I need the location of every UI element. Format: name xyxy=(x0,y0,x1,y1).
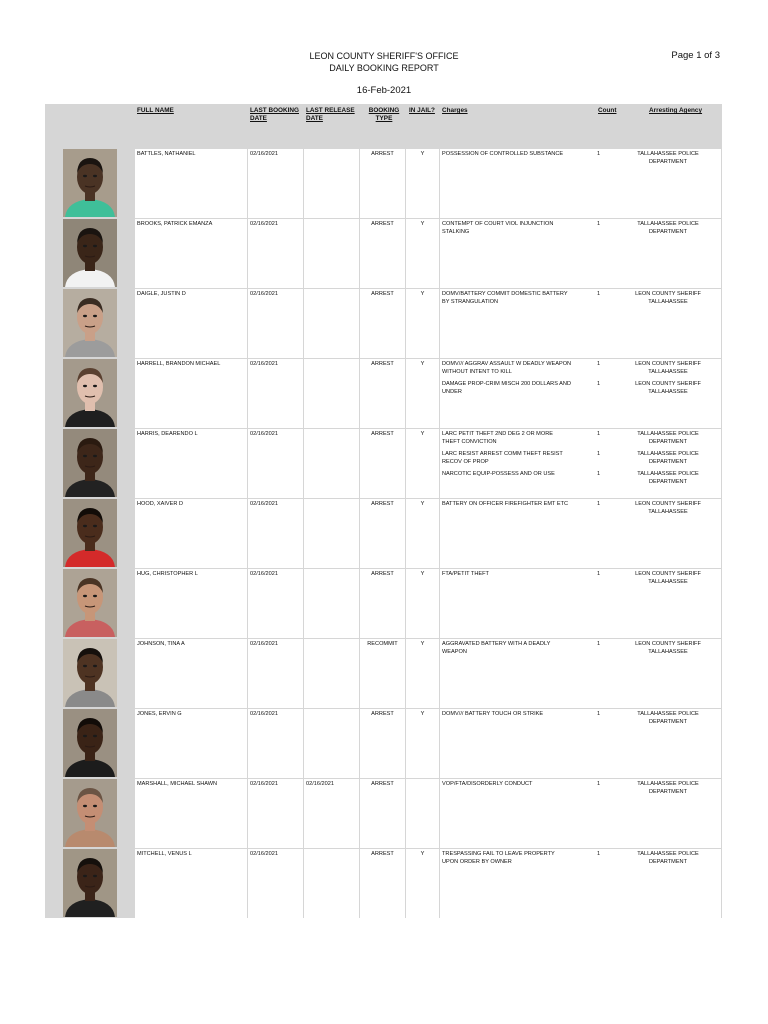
table-row xyxy=(45,708,722,778)
table-row xyxy=(45,288,722,358)
mugshot-photo xyxy=(63,499,117,567)
last-release-date xyxy=(304,149,359,218)
col-count: Count xyxy=(598,107,617,114)
charge-text: DOMV/BATTERY COMMIT DOMESTIC BATTERY BY STRANGULATION xyxy=(442,291,568,305)
mugshot-photo xyxy=(63,569,117,637)
in-jail: Y xyxy=(406,219,439,288)
full-name: DAIGLE, JUSTIN D xyxy=(135,289,247,358)
in-jail: Y xyxy=(406,359,439,428)
last-booking-date: 02/16/2021 xyxy=(248,779,303,848)
charges-cell xyxy=(440,849,721,918)
last-booking-date: 02/16/2021 xyxy=(248,499,303,568)
arresting-agency: LEON COUNTY SHERIFF TALLAHASSEE xyxy=(635,501,701,515)
arresting-agency: TALLAHASSEE POLICE DEPARTMENT xyxy=(637,451,699,465)
charges-cell xyxy=(440,779,721,848)
arresting-agency: TALLAHASSEE POLICE DEPARTMENT xyxy=(637,711,699,725)
charge-count: 1 xyxy=(597,361,601,367)
arresting-agency: LEON COUNTY SHERIFF TALLAHASSEE xyxy=(635,291,701,305)
arresting-agency: TALLAHASSEE POLICE DEPARTMENT xyxy=(637,221,699,235)
arresting-agency: LEON COUNTY SHERIFF TALLAHASSEE xyxy=(635,571,701,585)
in-jail: Y xyxy=(406,849,439,918)
mugshot-photo xyxy=(63,289,117,357)
charges-cell xyxy=(440,149,721,218)
booking-type: RECOMMIT xyxy=(360,639,405,708)
col-booking-type: BOOKING TYPE xyxy=(368,107,400,122)
in-jail: Y xyxy=(406,429,439,498)
charge-count: 1 xyxy=(597,381,601,387)
arresting-agency: LEON COUNTY SHERIFF TALLAHASSEE xyxy=(635,361,701,375)
charge-count: 1 xyxy=(597,431,601,437)
col-last-release-date: LAST RELEASE DATE xyxy=(306,107,355,122)
full-name: JOHNSON, TINA A xyxy=(135,639,247,708)
full-name: HARRIS, DEARENDO L xyxy=(135,429,247,498)
booking-type: ARREST xyxy=(360,289,405,358)
arresting-agency: TALLAHASSEE POLICE DEPARTMENT xyxy=(637,781,699,795)
charge-count: 1 xyxy=(597,151,601,157)
charge-text: DAMAGE PROP-CRIM MISCH 200 DOLLARS AND UNDER xyxy=(442,381,571,395)
col-arresting-agency: Arresting Agency xyxy=(649,107,703,114)
last-release-date xyxy=(304,709,359,778)
charge-text: CONTEMPT OF COURT VIOL INJUNCTION STALKING xyxy=(442,221,554,235)
full-name: BROOKS, PATRICK EMANZA xyxy=(135,219,247,288)
arresting-agency: TALLAHASSEE POLICE DEPARTMENT xyxy=(637,431,699,445)
last-release-date: 02/16/2021 xyxy=(304,779,359,848)
last-release-date xyxy=(304,219,359,288)
last-booking-date: 02/16/2021 xyxy=(248,289,303,358)
full-name: HOOD, XAIVER D xyxy=(135,499,247,568)
charge-count: 1 xyxy=(597,451,601,457)
in-jail: Y xyxy=(406,639,439,708)
booking-table xyxy=(45,104,722,918)
booking-type: ARREST xyxy=(360,849,405,918)
charges-cell xyxy=(440,569,721,638)
table-row xyxy=(45,358,722,428)
col-in-jail: IN JAIL? xyxy=(409,107,435,114)
booking-type: ARREST xyxy=(360,499,405,568)
last-booking-date: 02/16/2021 xyxy=(248,149,303,218)
charge-text: DOMV/// AGGRAV ASSAULT W DEADLY WEAPON WITHOUT INTENT TO KILL xyxy=(442,361,572,375)
full-name: BATTLES, NATHANIEL xyxy=(135,149,247,218)
charge-count: 1 xyxy=(597,781,601,787)
arresting-agency: LEON COUNTY SHERIFF TALLAHASSEE xyxy=(635,641,701,655)
in-jail: Y xyxy=(406,569,439,638)
col-charges: Charges xyxy=(442,107,468,114)
charge-count: 1 xyxy=(597,291,601,297)
mugshot-photo xyxy=(63,149,117,217)
charge-text: LARC PETIT THEFT 2ND DEG 2 OR MORE THEFT CONVICTION xyxy=(442,431,553,445)
booking-type: ARREST xyxy=(360,779,405,848)
charge-text: VOP/FTA/DISORDERLY CONDUCT xyxy=(442,781,533,787)
arresting-agency: LEON COUNTY SHERIFF TALLAHASSEE xyxy=(635,381,701,395)
charges-cell xyxy=(440,429,721,498)
charge-text: LARC RESIST ARREST COMM THEFT RESIST RECOV OF PROP xyxy=(442,451,563,465)
table-row xyxy=(45,778,722,848)
last-booking-date: 02/16/2021 xyxy=(248,429,303,498)
col-last-booking-date: LAST BOOKING DATE xyxy=(250,107,299,122)
mugshot-photo xyxy=(63,849,117,917)
full-name: JONES, ERVIN G xyxy=(135,709,247,778)
booking-type: ARREST xyxy=(360,709,405,778)
col-full-name: FULL NAME xyxy=(137,107,174,114)
charges-cell xyxy=(440,359,721,428)
charge-text: BATTERY ON OFFICER FIREFIGHTER EMT ETC xyxy=(442,501,569,507)
charge-count: 1 xyxy=(597,571,601,577)
in-jail xyxy=(406,779,439,848)
arresting-agency: TALLAHASSEE POLICE DEPARTMENT xyxy=(637,471,699,485)
charges-cell xyxy=(440,639,721,708)
charge-text: NARCOTIC EQUIP-POSSESS AND OR USE xyxy=(442,471,555,477)
arresting-agency: TALLAHASSEE POLICE DEPARTMENT xyxy=(637,851,699,865)
charge-text: TRESPASSING FAIL TO LEAVE PROPERTY UPON ORDER BY OWNER xyxy=(442,851,555,865)
table-row xyxy=(45,568,722,638)
mugshot-photo xyxy=(63,639,117,707)
booking-type: ARREST xyxy=(360,149,405,218)
last-release-date xyxy=(304,359,359,428)
arresting-agency: TALLAHASSEE POLICE DEPARTMENT xyxy=(637,151,699,165)
charges-cell xyxy=(440,709,721,778)
table-row xyxy=(45,498,722,568)
charge-count: 1 xyxy=(597,221,601,227)
last-booking-date: 02/16/2021 xyxy=(248,709,303,778)
mugshot-photo xyxy=(63,779,117,847)
in-jail: Y xyxy=(406,709,439,778)
charge-text: POSSESSION OF CONTROLLED SUBSTANCE xyxy=(442,151,564,157)
charge-count: 1 xyxy=(597,471,601,477)
charge-text: DOMV/// BATTERY TOUCH OR STRIKE xyxy=(442,711,544,717)
table-body xyxy=(45,148,722,918)
last-release-date xyxy=(304,639,359,708)
mugshot-photo xyxy=(63,359,117,427)
charge-count: 1 xyxy=(597,501,601,507)
table-row xyxy=(45,148,722,218)
charge-count: 1 xyxy=(597,851,601,857)
last-release-date xyxy=(304,429,359,498)
in-jail: Y xyxy=(406,149,439,218)
in-jail: Y xyxy=(406,289,439,358)
last-booking-date: 02/16/2021 xyxy=(248,219,303,288)
table-row xyxy=(45,428,722,498)
full-name: HUG, CHRISTOPHER L xyxy=(135,569,247,638)
charges-cell xyxy=(440,289,721,358)
last-release-date xyxy=(304,289,359,358)
charge-count: 1 xyxy=(597,641,601,647)
last-booking-date: 02/16/2021 xyxy=(248,639,303,708)
mugshot-photo xyxy=(63,219,117,287)
page-number: Page 1 of 3 xyxy=(671,50,720,61)
last-booking-date: 02/16/2021 xyxy=(248,569,303,638)
report-title: DAILY BOOKING REPORT xyxy=(329,63,439,73)
charges-cell xyxy=(440,219,721,288)
booking-type: ARREST xyxy=(360,569,405,638)
booking-type: ARREST xyxy=(360,359,405,428)
last-release-date xyxy=(304,569,359,638)
charges-cell xyxy=(440,499,721,568)
full-name: MITCHELL, VENUS L xyxy=(135,849,247,918)
booking-type: ARREST xyxy=(360,219,405,288)
in-jail: Y xyxy=(406,499,439,568)
last-release-date xyxy=(304,849,359,918)
full-name: HARRELL, BRANDON MICHAEL xyxy=(135,359,247,428)
table-row xyxy=(45,638,722,708)
last-booking-date: 02/16/2021 xyxy=(248,359,303,428)
table-row xyxy=(45,218,722,288)
table-row xyxy=(45,848,722,918)
full-name: MARSHALL, MICHAEL SHAWN xyxy=(135,779,247,848)
charge-text: FTA/PETIT THEFT xyxy=(442,571,489,577)
mugshot-photo xyxy=(63,429,117,497)
report-agency-title: LEON COUNTY SHERIFF'S OFFICE xyxy=(309,51,459,61)
mugshot-photo xyxy=(63,709,117,777)
charge-text: AGGRAVATED BATTERY WITH A DEADLY WEAPON xyxy=(442,641,551,655)
booking-type: ARREST xyxy=(360,429,405,498)
table-header xyxy=(45,104,722,148)
charge-count: 1 xyxy=(597,711,601,717)
last-booking-date: 02/16/2021 xyxy=(248,849,303,918)
last-release-date xyxy=(304,499,359,568)
report-date: 16-Feb-2021 xyxy=(356,85,412,96)
